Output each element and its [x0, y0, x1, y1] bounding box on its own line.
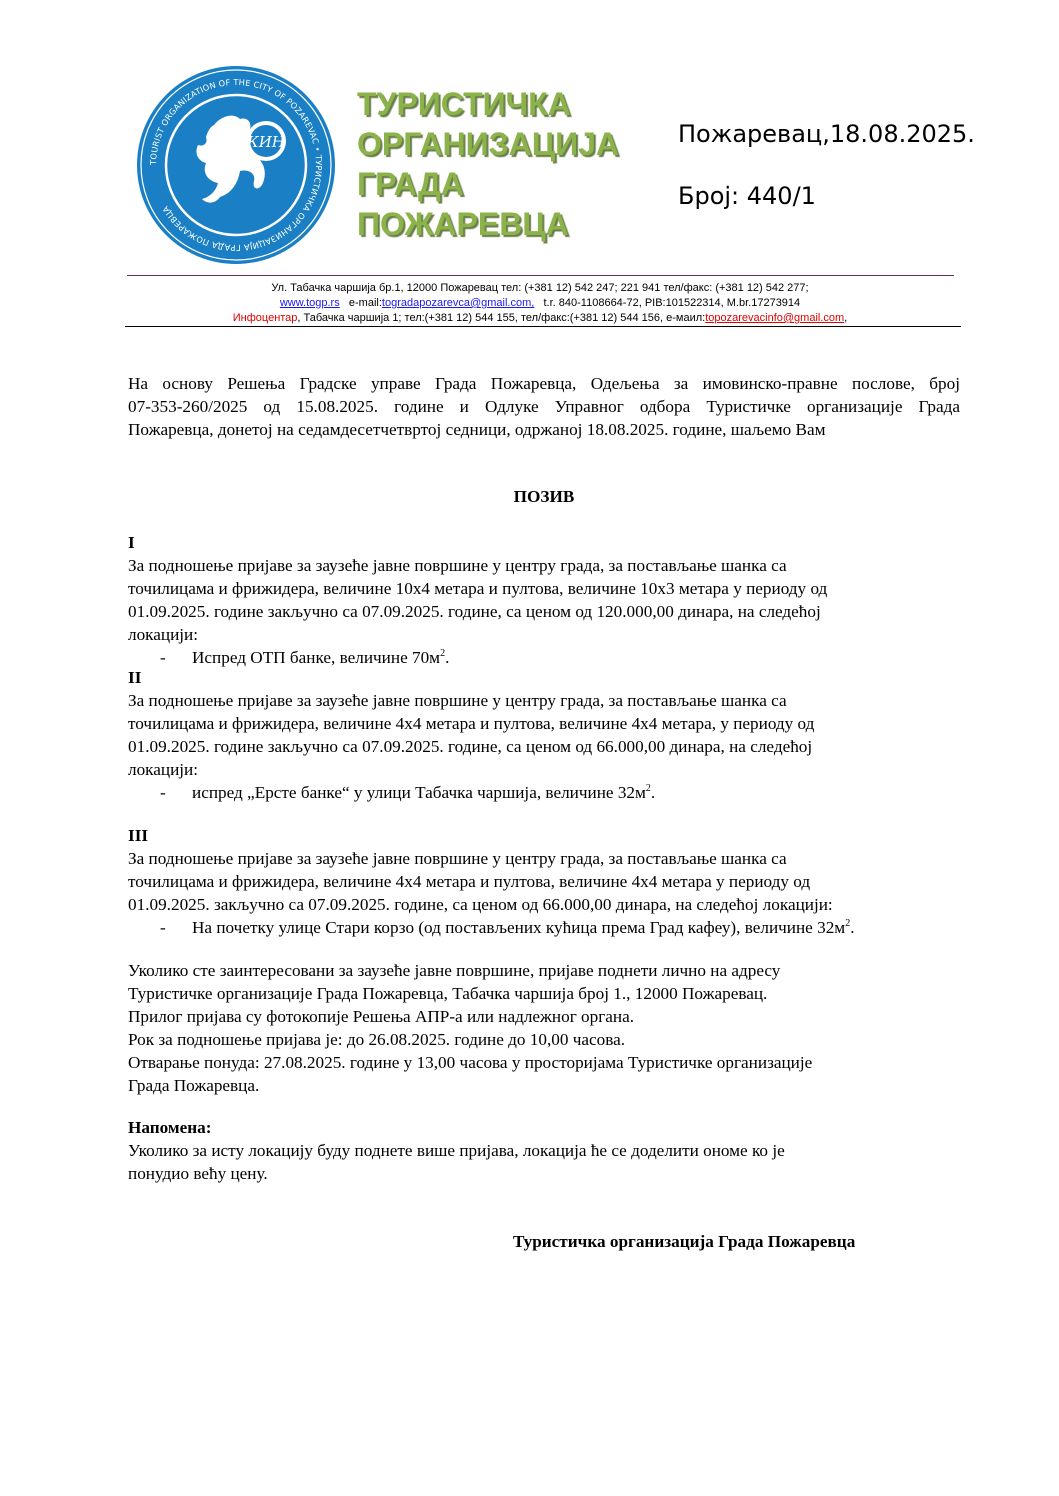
logo-monogram: КИН: [247, 133, 285, 151]
closing-line: Прилог пријава су фотокопије Решења АПР-а или надлежног органа.: [128, 1007, 635, 1026]
contact-web-line: [127, 296, 953, 311]
email-link[interactable]: togradapozarevca@gmail.com,: [381, 297, 535, 309]
location-bullet: [128, 916, 960, 939]
section-line: точилицама и фрижидера, величине 10х4 метара и пултова, величине 10х3 метара у периоду од: [128, 579, 828, 598]
section-iii: [128, 824, 960, 939]
contact-address-line: Ул. Табачка чаршија бр.1, 12000 Пожаревац тел: (+381 12) 542 247; 221 941 тел/факс: (+381 12) 542 277;: [271, 282, 809, 294]
closing-line: Града Пожаревца.: [128, 1076, 260, 1095]
intro-line: 07-353-260/2025 од 15.08.2025. године и Одлуке Управног одбора Туристичке организације Града: [128, 397, 960, 416]
note-title: Напомена:: [128, 1118, 212, 1137]
superscript: 2: [440, 648, 446, 659]
closing-line: Туристичке организације Града Пожаревца, Табачка чаршија број 1., 12000 Пожаревац.: [128, 984, 768, 1003]
contact-infocenter-line: [127, 311, 953, 326]
intro-line: Пожаревца, донетој на седамдесетчетвртој седници, одржаној 18.08.2025. године, шаљемо Вам: [128, 420, 826, 439]
closing-paragraph: [128, 959, 960, 1097]
bullet-dash: -: [160, 783, 166, 802]
infocenter-details: , Табачка чаршија 1; тел:(+381 12) 544 155, тел/факс:(+381 12) 544 156, е-маил:: [297, 312, 706, 324]
bullet-end: .: [650, 783, 656, 802]
section-line: За подношење пријаве за заузеће јавне површине у центру града, за постављање шанка са: [128, 849, 787, 868]
website-link[interactable]: www.togp.rs: [279, 297, 340, 309]
section-numeral: III: [128, 826, 149, 845]
signature-organization: Туристичка организација Града Пожаревца: [513, 1232, 856, 1251]
place-and-date: Пожаревац,18.08.2025.: [678, 120, 975, 148]
section-numeral: I: [128, 533, 135, 552]
location-text: испред „Ерсте банке“ у улици Табачка чаршија, величине 32м: [192, 783, 646, 802]
organization-logo: [136, 65, 336, 265]
closing-line: Отварање понуда: 27.08.2025. године у 13,00 часова у просторијама Туристичке организације: [128, 1053, 813, 1072]
intro-line: На основу Решења Градске управе Града Пожаревца, Одељења за имовинско-правне послове, број: [128, 374, 960, 393]
location-text: Испред ОТП банке, величине 70м: [192, 648, 441, 667]
bullet-end: .: [445, 648, 450, 667]
bank-account-text: t.r. 840-1108664-72, PIB:101522314, M.br.17273914: [543, 297, 801, 309]
section-line: точилицама и фрижидера, величине 4х4 метара и пултова, величине 4х4 метара, у периоду од: [128, 714, 815, 733]
section-line: 01.09.2025. године закључно са 07.09.2025. године, са ценом од 66.000,00 динара, на следећој: [128, 737, 813, 756]
org-title-line: ПОЖАРЕВЦА: [357, 206, 569, 242]
note-line: понудио већу цену.: [128, 1164, 268, 1183]
header-divider-top: [127, 275, 954, 276]
location-bullet: [128, 781, 960, 804]
horse-logo-icon: [136, 65, 336, 265]
note-block: [128, 1116, 960, 1185]
org-title-line: ТУРИСТИЧКА: [357, 86, 571, 122]
section-numeral: II: [128, 668, 142, 687]
section-line: локацији:: [128, 760, 199, 779]
organization-title: [357, 84, 677, 244]
section-line: точилицама и фрижидера, величине 4х4 метара и пултова, величине 4х4 метара у периоду од: [128, 872, 811, 891]
closing-line: Рок за подношење пријава је: до 26.08.2025. године до 10,00 часова.: [128, 1030, 626, 1049]
bullet-end: .: [850, 918, 855, 937]
bullet-dash: -: [160, 648, 166, 667]
section-line: За подношење пријаве за заузеће јавне површине у центру града, за постављање шанка са: [128, 556, 787, 575]
section-line: локацији:: [128, 625, 199, 644]
document-number: Број: 440/1: [678, 182, 816, 210]
logo-ring-text: TOURIST ORGANIZATION OF THE CITY OF POZAREVAC • ТУРИСТИЧКА ОРГАНИЗАЦИЈА ГРАДА ПОЖАРЕВЦА: [147, 76, 325, 254]
document-heading: ПОЗИВ: [513, 487, 575, 506]
bullet-dash: -: [160, 918, 166, 937]
org-title-line: ОРГАНИЗАЦИЈА: [357, 126, 620, 162]
intro-paragraph: [128, 372, 960, 441]
closing-line: Уколико сте заинтересовани за заузеће јавне површине, пријаве поднети лично на адресу: [128, 961, 781, 980]
section-line: 01.09.2025. године закључно са 07.09.2025. године, са ценом од 120.000,00 динара, на следећој: [128, 602, 821, 621]
superscript: 2: [845, 918, 851, 929]
section-i: [128, 531, 960, 669]
infocenter-label: Инфоцентар: [232, 312, 298, 324]
note-line: Уколико за исту локацију буду поднете више пријава, локација ће се доделити ономе ко је: [128, 1141, 785, 1160]
infocenter-email-link[interactable]: topozarevacinfo@gmail.com: [705, 312, 845, 324]
section-ii: [128, 666, 960, 804]
section-line: 01.09.2025. закључно са 07.09.2025. године, са ценом од 66.000,00 динара, на следећој локацији:: [128, 895, 833, 914]
location-text: На почетку улице Стари корзо (од постављених кућица према Град кафеу), величине 32м: [192, 918, 846, 937]
superscript: 2: [645, 783, 651, 794]
section-line: За подношење пријаве за заузеће јавне површине у центру града, за постављање шанка са: [128, 691, 787, 710]
org-title-line: ГРАДА: [357, 166, 464, 202]
email-label: e-mail:: [348, 297, 382, 309]
infocenter-end: ,: [844, 312, 848, 324]
header-divider-bottom: [125, 326, 961, 327]
